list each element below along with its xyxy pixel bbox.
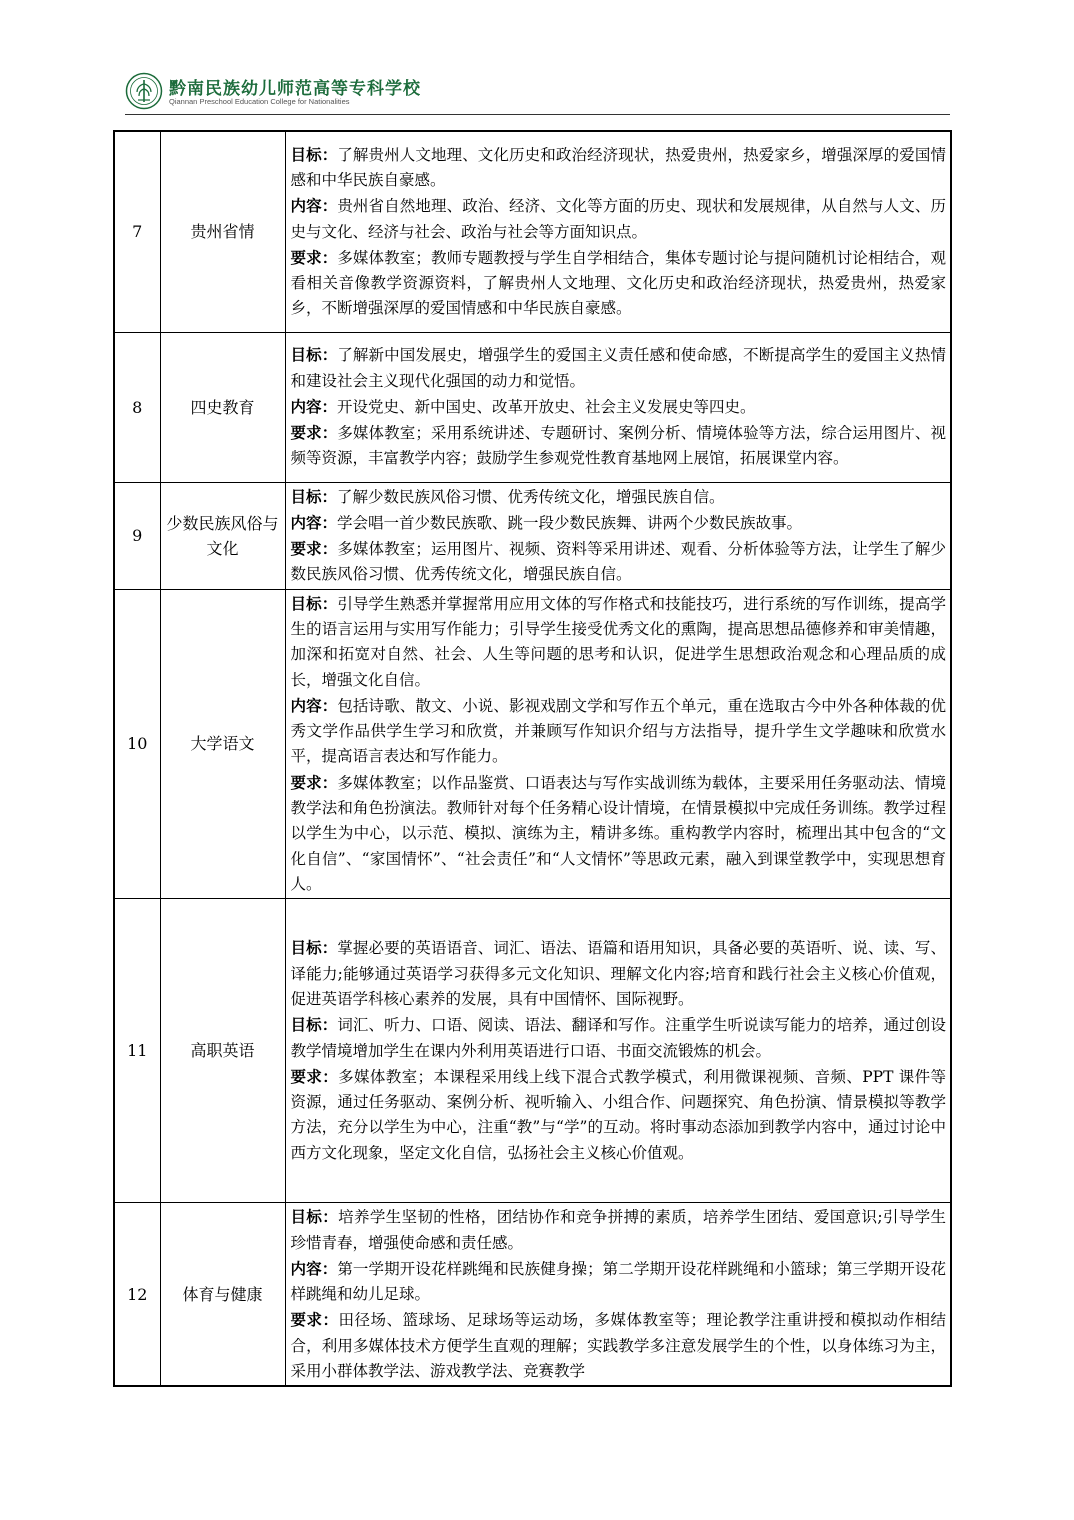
item-label: 内容：	[290, 396, 338, 416]
item-text: 开设党史、新中国史、改革开放史、社会主义发展史等四史。	[337, 397, 756, 416]
item-label: 目标：	[290, 144, 338, 164]
row-number: 8	[114, 332, 160, 482]
row-number: 10	[114, 589, 160, 899]
curriculum-table	[113, 130, 952, 1387]
course-requirement	[291, 1307, 947, 1384]
header-divider	[125, 114, 950, 115]
course-goal	[291, 342, 947, 394]
course-requirement	[291, 245, 947, 322]
item-label: 要求：	[290, 1310, 339, 1330]
item-label: 目标：	[290, 345, 338, 365]
item-text: 包括诗歌、散文、小说、影视戏剧文学和写作五个单元，重在选取古今中外各种体裁的优秀文学作品供学生学习和欣赏，并兼顾写作知识介绍与方法指导，提升学生文学趣味和欣赏水平，提高语言表达和写作能力。	[290, 696, 946, 766]
course-description	[285, 131, 951, 332]
course-content	[291, 193, 947, 245]
row-number: 11	[114, 899, 160, 1203]
course-requirement	[291, 1064, 947, 1166]
course-requirement	[291, 770, 947, 897]
course-name: 体育与健康	[160, 1203, 285, 1387]
course-description	[285, 482, 951, 589]
item-label: 要求：	[290, 772, 338, 792]
course-goal	[291, 1204, 947, 1256]
row-number: 12	[114, 1203, 160, 1387]
item-label: 内容：	[290, 695, 338, 715]
course-goal	[291, 935, 947, 1012]
course-name: 贵州省情	[160, 131, 285, 332]
item-label: 内容：	[290, 1258, 338, 1278]
item-text: 培养学生坚韧的性格，团结协作和竞争拼搏的素质，培养学生团结、爱国意识;引导学生珍惜青春，增强使命感和责任感。	[290, 1208, 946, 1252]
course-goal	[291, 484, 947, 510]
item-text: 引导学生熟悉并掌握常用应用文体的写作格式和技能技巧，进行系统的写作训练，提高学生的语言运用与实用写作能力；引导学生接受优秀文化的熏陶，提高思想品德修养和审美情趣，加深和拓宽对自然、社会、人生等问题的思考和认识，促进学生思想政治观念和心理品质的成长，增强文化自信。	[290, 594, 946, 689]
item-label: 目标：	[290, 1207, 339, 1227]
school-logo-icon	[125, 72, 163, 110]
table-row	[114, 482, 951, 589]
item-label: 目标：	[290, 486, 338, 506]
item-text: 词汇、听力、口语、阅读、语法、翻译和写作。注重学生听说读写能力的培养，通过创设教学情境增加学生在课内外利用英语进行口语、书面交流锻炼的机会。	[290, 1016, 946, 1060]
row-number: 9	[114, 482, 160, 589]
course-name: 少数民族风俗与文化	[160, 482, 285, 589]
school-name-en: Qiannan Preschool Education College for Nationalities	[169, 97, 350, 106]
course-goal	[291, 591, 947, 693]
table-row	[114, 589, 951, 899]
course-requirement	[291, 420, 947, 472]
item-label: 要求：	[290, 423, 338, 443]
course-name: 高职英语	[160, 899, 285, 1203]
item-text: 了解贵州人文地理、文化历史和政治经济现状，热爱贵州，热爱家乡，增强深厚的爱国情感和中华民族自豪感。	[290, 145, 946, 189]
item-label: 要求：	[290, 1066, 339, 1086]
table-row	[114, 332, 951, 482]
item-label: 内容：	[290, 512, 338, 532]
course-description	[285, 899, 951, 1203]
item-text: 多媒体教室；运用图片、视频、资料等采用讲述、观看、分析体验等方法，让学生了解少数民族风俗习惯、优秀传统文化，增强民族自信。	[290, 540, 946, 584]
course-requirement	[291, 536, 947, 588]
item-text: 田径场、篮球场、足球场等运动场，多媒体教室等；理论教学注重讲授和模拟动作相结合，利用多媒体技术方便学生直观的理解；实践教学多注意发展学生的个性，以身体练习为主，采用小群体教学法、游戏教学法、竞赛教学	[290, 1311, 946, 1381]
course-description	[285, 1203, 951, 1387]
item-label: 要求：	[290, 539, 338, 559]
course-description	[285, 332, 951, 482]
course-name: 大学语文	[160, 589, 285, 899]
item-text: 贵州省自然地理、政治、经济、文化等方面的历史、现状和发展规律，从自然与人文、历史与文化、经济与社会、政治与社会等方面知识点。	[290, 197, 946, 241]
table-row	[114, 899, 951, 1203]
course-content	[291, 693, 947, 770]
table-row	[114, 131, 951, 332]
item-text: 多媒体教室；本课程采用线上线下混合式教学模式，利用微课视频、音频、PPT 课件等资源，通过任务驱动、案例分析、视听输入、小组合作、问题探究、角色扮演、情景模拟等教学方法，充分以学生为中心，注重“教”与“学”的互动。将时事动态添加到教学内容中，通过讨论中西方文化现象，坚定文化自信，弘扬社会主义核心价值观。	[290, 1067, 946, 1162]
course-description	[285, 589, 951, 899]
item-text: 多媒体教室；采用系统讲述、专题研讨、案例分析、情境体验等方法，综合运用图片、视频等资源，丰富教学内容；鼓励学生参观党性教育基地网上展馆，拓展课堂内容。	[290, 424, 946, 468]
school-name: 黔南民族幼儿师范高等专科学校	[169, 79, 421, 99]
item-text: 了解新中国发展史，增强学生的爱国主义责任感和使命感，不断提高学生的爱国主义热情和建设社会主义现代化强国的动力和觉悟。	[290, 346, 946, 390]
item-label: 目标：	[290, 593, 338, 613]
course-content	[291, 510, 947, 536]
item-text: 第一学期开设花样跳绳和民族健身操；第二学期开设花样跳绳和小篮球；第三学期开设花样跳绳和幼儿足球。	[290, 1259, 946, 1304]
item-text: 多媒体教室；以作品鉴赏、口语表达与写作实战训练为载体，主要采用任务驱动法、情境教学法和角色扮演法。教师针对每个任务精心设计情境，在情景模拟中完成任务训练。教学过程以学生为中心，以示范、模拟、演练为主，精讲多练。重构教学内容时，梳理出其中包含的“文化自信”、“家国情怀”、“社会责任”和“人文情怀”等思政元素，融入到课堂教学中，实现思想育人。	[290, 773, 946, 893]
row-number: 7	[114, 131, 160, 332]
item-text: 了解少数民族风俗习惯、优秀传统文化，增强民族自信。	[337, 487, 725, 506]
item-label: 目标：	[290, 1015, 338, 1035]
table-row	[114, 1203, 951, 1387]
item-label: 目标：	[290, 938, 338, 958]
course-name: 四史教育	[160, 332, 285, 482]
item-text: 掌握必要的英语语音、词汇、语法、语篇和语用知识，具备必要的英语听、说、读、写、译能力;能够通过英语学习获得多元文化知识、理解文化内容;培育和践行社会主义核心价值观，促进英语学科核心素养的发展，具有中国情怀、国际视野。	[290, 939, 946, 1008]
item-text: 多媒体教室；教师专题教授与学生自学相结合，集体专题讨论与提问随机讨论相结合，观看相关音像教学资源资料，了解贵州人文地理、文化历史和政治经济现状，热爱贵州，热爱家乡，不断增强深厚的爱国情感和中华民族自豪感。	[290, 248, 946, 318]
item-label: 要求：	[290, 247, 338, 267]
item-text: 学会唱一首少数民族歌、跳一段少数民族舞、讲两个少数民族故事。	[337, 513, 803, 532]
course-content	[291, 1256, 947, 1308]
course-goal	[291, 142, 947, 194]
item-label: 内容：	[290, 196, 338, 216]
course-content	[291, 1012, 947, 1064]
course-content	[291, 394, 947, 420]
page-header	[125, 70, 950, 116]
